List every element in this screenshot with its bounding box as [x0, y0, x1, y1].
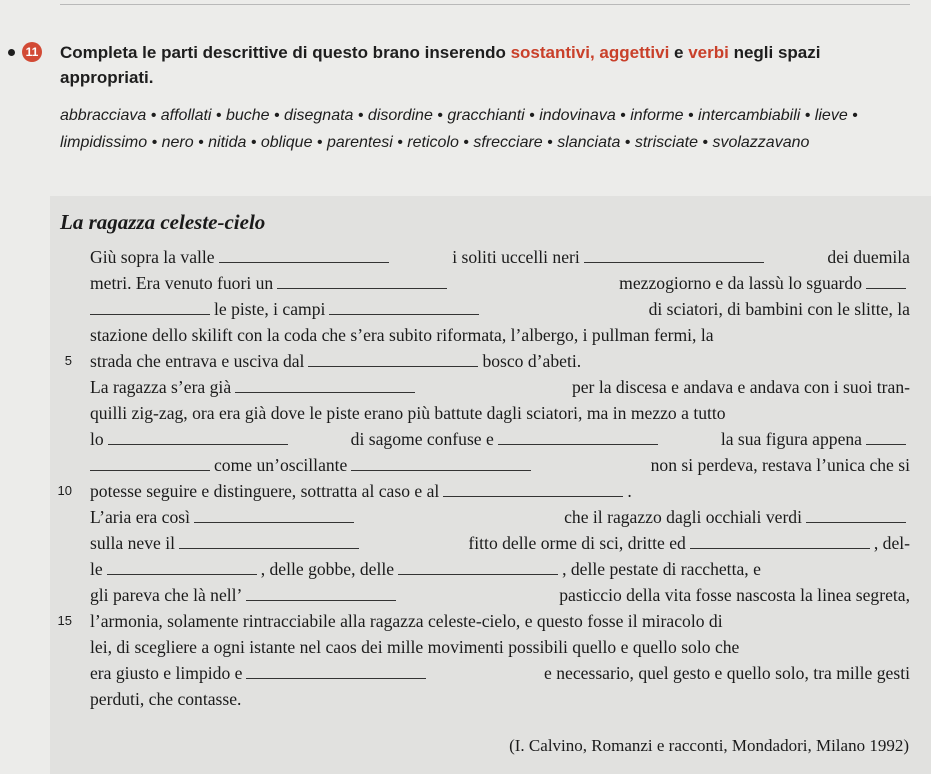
passage-line: le piste, i campi di sciatori, di bambini con le slitte, la — [90, 296, 910, 322]
passage-line: La ragazza s’era già per la discesa e andava e andava con i suoi tran- — [90, 377, 910, 397]
passage-line: 10 potesse seguire e distinguere, sottratta al caso e al . — [90, 478, 910, 504]
passage-line: le , delle gobbe, delle , delle pestate di racchetta, e — [90, 559, 761, 579]
fill-blank[interactable] — [398, 559, 558, 575]
instruction-text: Completa le parti descrittive di questo brano inserendo — [60, 43, 511, 62]
source-citation: (I. Calvino, Romanzi e racconti, Mondadori, Milano 1992) — [509, 736, 909, 755]
fill-blank[interactable] — [235, 377, 415, 393]
bullet-dot — [8, 49, 15, 56]
passage-line: 5 strada che entrava e usciva dal bosco d’abeti. — [90, 348, 910, 374]
fill-blank[interactable] — [351, 455, 531, 471]
passage-line: perduti, che contasse. — [90, 689, 242, 709]
fill-blank[interactable] — [246, 585, 396, 601]
passage-title: La ragazza celeste-cielo — [60, 210, 266, 234]
passage-line: L’aria era così che il ragazzo dagli occhiali verdi — [90, 504, 910, 530]
fill-blank[interactable] — [443, 481, 623, 497]
passage-line: 15 l’armonia, solamente rintracciabile alla ragazza celeste-cielo, e questo fosse il miracolo di — [90, 608, 910, 634]
exercise-instruction — [60, 40, 910, 90]
passage-line: come un’oscillante non si perdeva, restava l’unica che si — [90, 452, 910, 478]
passage-line: quilli zig-zag, ora era già dove le piste erano più battute dagli sciatori, ma in mezzo a tutto — [90, 403, 726, 423]
passage-line: Giù sopra la valle i soliti uccelli neri dei duemila — [90, 247, 910, 267]
passage-line: lo di sagome confuse e la sua figura appena — [90, 426, 910, 452]
passage-line: gli pareva che là nell’ pasticcio della vita fosse nascosta la linea segreta, — [90, 585, 910, 605]
line-number: 15 — [57, 613, 72, 628]
top-rule — [60, 4, 910, 5]
passage-body — [57, 244, 910, 712]
passage-line: lei, di scegliere a ogni istante nel caos dei mille movimenti possibili quello e quello solo che — [90, 637, 740, 657]
instruction-text: negli spazi appropriati. — [60, 43, 821, 87]
instruction-highlight: verbi — [688, 43, 729, 62]
instruction-highlight: sostantivi, aggettivi — [510, 43, 670, 62]
passage-line: metri. Era venuto fuori un mezzogiorno e da lassù lo sguardo — [90, 270, 910, 296]
fill-blank[interactable] — [90, 455, 210, 471]
fill-blank[interactable] — [108, 429, 288, 445]
line-number: 5 — [64, 353, 72, 368]
fill-blank[interactable] — [498, 429, 658, 445]
fill-blank[interactable] — [308, 351, 478, 367]
fill-blank[interactable] — [107, 559, 257, 575]
fill-blank[interactable] — [866, 429, 906, 445]
fill-blank[interactable] — [90, 299, 210, 315]
fill-blank[interactable] — [584, 247, 764, 263]
fill-blank[interactable] — [219, 247, 389, 263]
exercise-number-badge: 11 — [22, 42, 42, 62]
fill-blank[interactable] — [246, 663, 426, 679]
line-number: 10 — [57, 483, 72, 498]
passage-line: era giusto e limpido e e necessario, quel gesto e quello solo, tra mille gesti — [90, 663, 910, 683]
fill-blank[interactable] — [277, 273, 447, 289]
word-bank: abbracciava • affollati • buche • disegnata • disordine • gracchianti • indovinava • informe • intercambiabili • lieve • limpidissimo • nero • nitida • oblique • parentesi • reticolo • sfrecciare • slanciata • strisciate • svolazzavano — [60, 107, 858, 151]
fill-blank[interactable] — [806, 507, 906, 523]
fill-blank[interactable] — [329, 299, 479, 315]
fill-blank[interactable] — [179, 533, 359, 549]
fill-blank[interactable] — [690, 533, 870, 549]
passage-line: sulla neve il fitto delle orme di sci, dritte ed , del- — [90, 533, 910, 553]
passage-line: stazione dello skilift con la coda che s’era subito riformata, l’albergo, i pullman fermi, la — [90, 325, 714, 345]
fill-blank[interactable] — [866, 273, 906, 289]
fill-blank[interactable] — [194, 507, 354, 523]
instruction-text: e — [669, 43, 689, 62]
